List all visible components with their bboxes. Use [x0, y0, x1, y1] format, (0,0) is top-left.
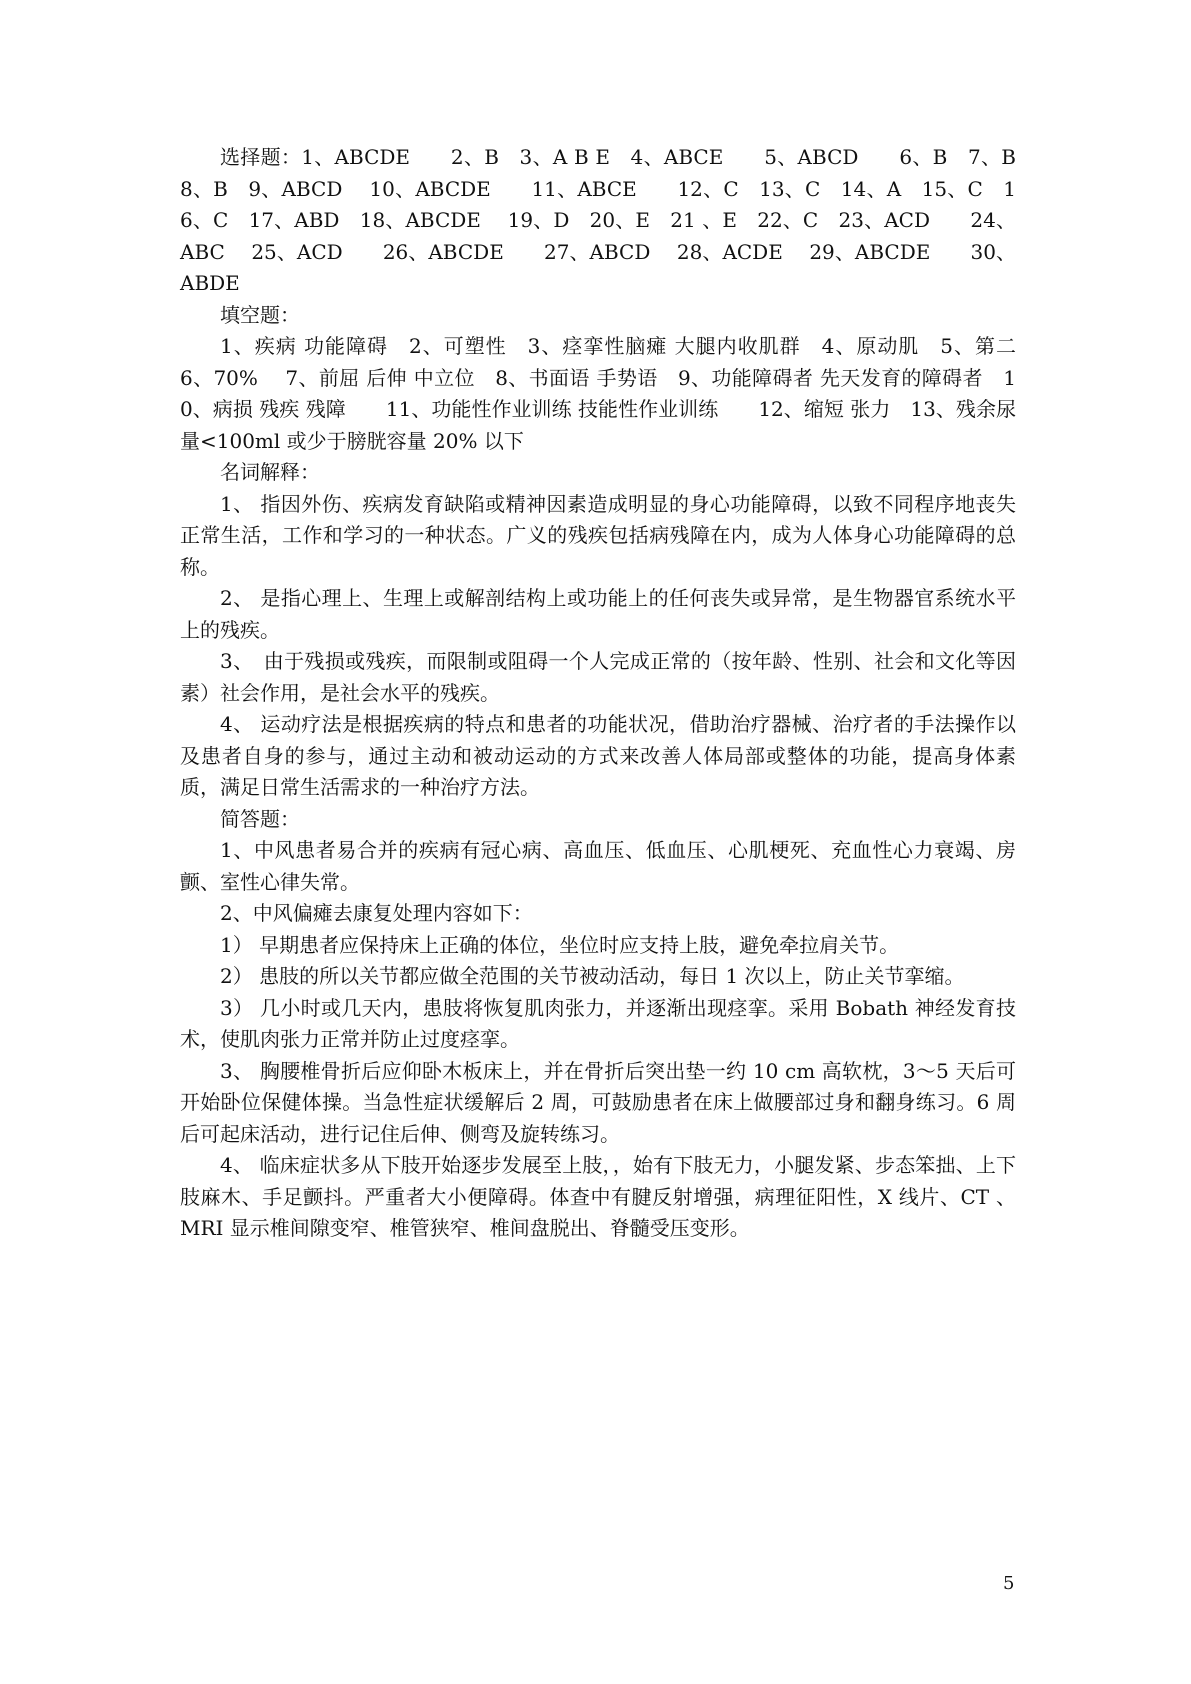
fill-heading: 填空题：	[220, 302, 300, 327]
short-item: 3） 几小时或几天内，患肢将恢复肌肉张力，并逐渐出现痉挛。采用 Bobath 神经发育技术，使肌肉张力正常并防止过度痉挛。	[180, 995, 1016, 1051]
term-item: 2、 是指心理上、生理上或解剖结构上或功能上的任何丧失或异常，是生物器官系统水平上的残疾。	[180, 586, 1016, 642]
short-item: 3、 胸腰椎骨折后应仰卧木板床上，并在骨折后突出垫一约 10 cm 高软枕，3～5 天后可开始卧位保健体操。当急性症状缓解后 2 周，可鼓励患者在床上做腰部过身和翻身练习。6 周后可起床活动，进行记住后伸、侧弯及旋转练习。	[180, 1058, 1016, 1146]
choice-answers: 选择题：1、ABCDE 2、B 3、A B E 4、ABCE 5、ABCD 6、B 7、B 8、B 9、ABCD 10、ABCDE 11、ABCE 12、C 13、C 14、A 15、C 16、C 17、ABD 18、ABCDE 19、D 20、E 21 、E 22、C 23、ACD 24、ABC 25、ACD 26、ABCDE 27、ABCD 28、ACDE 29、ABCDE 30、ABDE	[180, 145, 1036, 295]
page-number: 5	[1003, 1573, 1015, 1594]
short-item: 2、中风偏瘫去康复处理内容如下：	[220, 901, 533, 925]
document-body	[180, 142, 1043, 1245]
short-item: 2） 患肢的所以关节都应做全范围的关节被动活动，每日 1 次以上，防止关节挛缩。	[220, 964, 965, 988]
term-item: 1、 指因外伤、疾病发育缺陷或精神因素造成明显的身心功能障碍，以致不同程序地丧失正常生活，工作和学习的一种状态。广义的残疾包括病残障在内，成为人体身心功能障碍的总称。	[180, 491, 1016, 579]
short-item: 1） 早期患者应保持床上正确的体位，坐位时应支持上肢，避免牵拉肩关节。	[220, 932, 900, 957]
term-item: 4、 运动疗法是根据疾病的特点和患者的功能状况，借助治疗器械、治疗者的手法操作以及患者自身的参与，通过主动和被动运动的方式来改善人体局部或整体的功能，提高身体素质，满足日常生活需求的一种治疗方法。	[180, 712, 1016, 799]
term-item: 3、 由于残损或残疾，而限制或阻碍一个人完成正常的（按年龄、性别、社会和文化等因素）社会作用，是社会水平的残疾。	[180, 649, 1016, 705]
fill-answers: 1、疾病 功能障碍 2、可塑性 3、痉挛性脑瘫 大腿内收肌群 4、原动肌 5、第二 6、70% 7、前屈 后伸 中立位 8、书面语 手势语 9、功能障碍者 先天发育的障碍者 10、病损 残疾 残障 11、功能性作业训练 技能性作业训练 12、缩短 张力 13、残余尿量<100ml 或少于膀胱容量 20% 以下	[180, 334, 1043, 453]
terms-heading: 名词解释：	[220, 460, 320, 484]
short-item: 1、中风患者易合并的疾病有冠心病、高血压、低血压、心肌梗死、充血性心力衰竭、房颤、室性心律失常。	[180, 838, 1016, 894]
short-heading: 简答题：	[220, 806, 300, 831]
short-item: 4、 临床症状多从下肢开始逐步发展至上肢，，始有下肢无力，小腿发紧、步态笨拙、上下肢麻木、手足颤抖。严重者大小便障碍。体查中有腱反射增强，病理征阳性，X 线片、CT 、MRI 显示椎间隙变窄、椎管狭窄、椎间盘脱出、脊髓受压变形。	[180, 1153, 1016, 1240]
